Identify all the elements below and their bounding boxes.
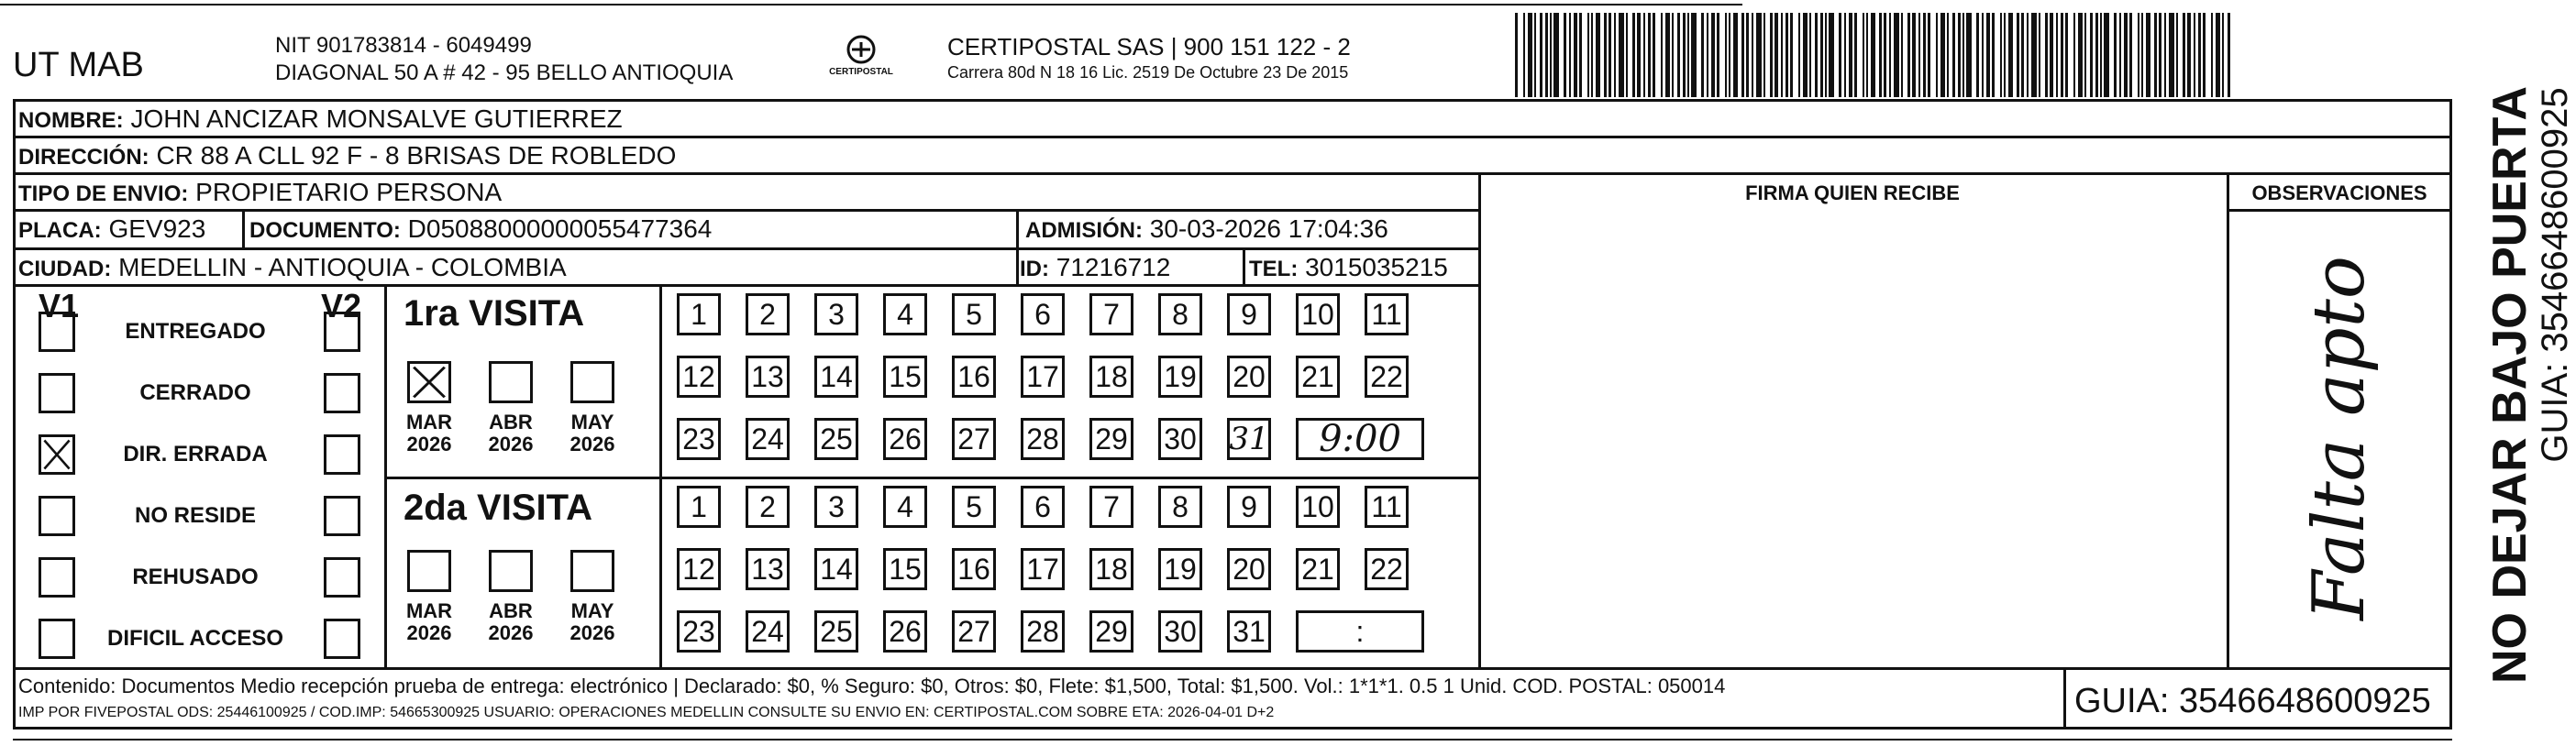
month-label: MAY bbox=[570, 411, 614, 433]
day-box[interactable]: 9 bbox=[1227, 293, 1271, 335]
documento-value: D05088000000055477364 bbox=[407, 214, 713, 243]
tipo-label: TIPO DE ENVIO: bbox=[18, 181, 189, 206]
top-rule bbox=[0, 4, 1742, 5]
bottom-rule bbox=[13, 739, 2452, 741]
visit2-title: 2da VISITA bbox=[404, 488, 592, 528]
col-line bbox=[384, 284, 387, 667]
observaciones-handwritten: Falta apto bbox=[2298, 256, 2381, 620]
day-box[interactable]: 2 bbox=[746, 293, 790, 335]
documento-label: DOCUMENTO: bbox=[249, 218, 401, 243]
day-box[interactable]: 21 bbox=[1296, 548, 1340, 590]
direccion-value: CR 88 A CLL 92 F - 8 BRISAS DE ROBLEDO bbox=[156, 141, 677, 170]
row-line bbox=[13, 209, 1478, 212]
day-box[interactable]: 30 bbox=[1158, 418, 1202, 460]
day-box[interactable]: 2 bbox=[746, 486, 790, 528]
day-box[interactable]: 6 bbox=[1021, 486, 1065, 528]
day-box[interactable]: 1 bbox=[677, 293, 721, 335]
day-box[interactable]: 6 bbox=[1021, 293, 1065, 335]
day-box[interactable]: 25 bbox=[814, 418, 858, 460]
status-label: DIFICIL ACCESO bbox=[106, 626, 283, 651]
time-handwritten: 9:00 bbox=[1296, 418, 1424, 460]
tipo-row bbox=[18, 180, 502, 205]
direccion-row bbox=[18, 143, 676, 169]
day-box[interactable]: 18 bbox=[1089, 356, 1133, 398]
tel-row bbox=[1249, 255, 1448, 280]
col-line bbox=[1478, 172, 1481, 667]
tipo-value: PROPIETARIO PERSONA bbox=[195, 178, 503, 206]
admision-value: 30-03-2026 17:04:36 bbox=[1149, 214, 1388, 243]
day-box[interactable]: 23 bbox=[677, 610, 721, 653]
month-checkbox[interactable] bbox=[489, 361, 533, 403]
time-field[interactable]: : bbox=[1296, 610, 1424, 653]
day-box[interactable]: 19 bbox=[1158, 356, 1202, 398]
year-label: 2026 bbox=[569, 621, 615, 644]
row-line bbox=[13, 247, 1478, 250]
v1-checkbox[interactable] bbox=[39, 619, 75, 659]
id-label: ID: bbox=[1020, 257, 1049, 281]
day-box[interactable]: 20 bbox=[1227, 356, 1271, 398]
year-label: 2026 bbox=[569, 433, 615, 455]
status-label: REHUSADO bbox=[132, 565, 259, 589]
status-label: CERRADO bbox=[139, 380, 251, 405]
day-box[interactable]: 14 bbox=[814, 356, 858, 398]
day-box[interactable]: 30 bbox=[1158, 610, 1202, 653]
certipostal-info: CERTIPOSTAL SAS | 900 151 122 - 2 bbox=[947, 33, 1351, 60]
day-box[interactable]: 10 bbox=[1296, 293, 1340, 335]
month-label: MAR bbox=[405, 599, 453, 622]
col-line bbox=[1243, 247, 1245, 284]
day-box[interactable]: 29 bbox=[1089, 610, 1133, 653]
day-box[interactable]: 3 bbox=[814, 293, 858, 335]
visit1-title: 1ra VISITA bbox=[404, 293, 585, 334]
row-line bbox=[13, 284, 1478, 287]
status-label: NO RESIDE bbox=[134, 503, 257, 528]
day-box[interactable]: 18 bbox=[1089, 548, 1133, 590]
admision-row bbox=[1025, 216, 1388, 242]
row-line bbox=[13, 667, 2452, 670]
id-row bbox=[1020, 255, 1170, 280]
id-value: 71216712 bbox=[1056, 253, 1171, 281]
day-box[interactable]: 25 bbox=[814, 610, 858, 653]
company-address: DIAGONAL 50 A # 42 - 95 BELLO ANTIOQUIA bbox=[275, 60, 734, 85]
row-line bbox=[384, 477, 1478, 479]
day-box[interactable]: 15 bbox=[883, 548, 927, 590]
observaciones-label: OBSERVACIONES bbox=[2251, 181, 2427, 204]
logo-text: CERTIPOSTAL bbox=[829, 67, 893, 77]
month-label: MAR bbox=[405, 411, 453, 433]
day-box[interactable]: 29 bbox=[1089, 418, 1133, 460]
day-box[interactable]: 3 bbox=[814, 486, 858, 528]
day-box[interactable]: 4 bbox=[883, 486, 927, 528]
v1-label: V1 bbox=[39, 287, 80, 324]
day-box[interactable]: 19 bbox=[1158, 548, 1202, 590]
col-line bbox=[1016, 209, 1019, 284]
footer-print-info: IMP POR FIVEPOSTAL ODS: 25446100925 / COD.IMP: 54665300925 USUARIO: OPERACIONES MEDELLIN CONSULTE SU ENVIO EN: CERTIPOSTAL.COM SOBRE ETA: 2026-04-01 D+2 bbox=[18, 705, 1275, 720]
tel-label: TEL: bbox=[1249, 257, 1299, 281]
row-line bbox=[13, 172, 2452, 175]
day-box[interactable]: 20 bbox=[1227, 548, 1271, 590]
footer-guia: GUIA: 3546648600925 bbox=[2074, 682, 2431, 720]
v1-checkbox[interactable] bbox=[39, 373, 75, 413]
day-box[interactable]: 8 bbox=[1158, 486, 1202, 528]
day-box[interactable]: 28 bbox=[1021, 418, 1065, 460]
day-box-marked[interactable]: 31 bbox=[1227, 418, 1271, 460]
month-checkbox[interactable] bbox=[570, 550, 614, 592]
day-box[interactable]: 22 bbox=[1365, 356, 1409, 398]
tel-value: 3015035215 bbox=[1305, 253, 1448, 281]
company-nit: NIT 901783814 - 6049499 bbox=[275, 33, 532, 58]
year-label: 2026 bbox=[488, 433, 534, 455]
day-box[interactable]: 23 bbox=[677, 418, 721, 460]
day-box[interactable]: 13 bbox=[746, 356, 790, 398]
nombre-label: NOMBRE: bbox=[18, 108, 124, 133]
day-box[interactable]: 11 bbox=[1365, 486, 1409, 528]
year-label: 2026 bbox=[406, 621, 452, 644]
month-checkbox[interactable] bbox=[407, 361, 451, 403]
day-box[interactable]: 12 bbox=[677, 356, 721, 398]
day-box[interactable]: 17 bbox=[1021, 548, 1065, 590]
firma-label: FIRMA QUIEN RECIBE bbox=[1745, 181, 1960, 204]
row-line bbox=[13, 136, 2452, 138]
footer-content: Contenido: Documentos Medio recepción prueba de entrega: electrónico | Declarado: $0, % Seguro: $0, Otros: $0, Flete: $1,500, Total: $1,500. Vol.: 1*1*1. 0.5 1 Unid. COD. POSTAL: 050014 bbox=[18, 675, 1726, 697]
v1-checkbox[interactable] bbox=[39, 312, 75, 352]
barcode bbox=[1515, 13, 2232, 97]
day-box[interactable]: 21 bbox=[1296, 356, 1340, 398]
nombre-value: JOHN ANCIZAR MONSALVE GUTIERREZ bbox=[130, 104, 623, 133]
day-box[interactable]: 28 bbox=[1021, 610, 1065, 653]
ciudad-value: MEDELLIN - ANTIOQUIA - COLOMBIA bbox=[118, 253, 567, 281]
day-box[interactable]: 15 bbox=[883, 356, 927, 398]
v2-checkbox[interactable] bbox=[324, 557, 360, 598]
month-label: MAY bbox=[570, 599, 614, 622]
month-checkbox[interactable] bbox=[407, 550, 451, 592]
direccion-label: DIRECCIÓN: bbox=[18, 145, 149, 170]
day-box[interactable]: 11 bbox=[1365, 293, 1409, 335]
day-box[interactable]: 7 bbox=[1089, 486, 1133, 528]
observaciones-area bbox=[2227, 209, 2452, 667]
month-label: ABR bbox=[489, 411, 533, 433]
day-box[interactable]: 7 bbox=[1089, 293, 1133, 335]
col-line bbox=[242, 209, 245, 247]
certipostal-license: Carrera 80d N 18 16 Lic. 2519 De Octubre 23 De 2015 bbox=[947, 63, 1349, 82]
day-box[interactable]: 26 bbox=[883, 418, 927, 460]
day-box[interactable]: 10 bbox=[1296, 486, 1340, 528]
day-box[interactable]: 24 bbox=[746, 610, 790, 653]
col-line bbox=[659, 284, 662, 667]
v1-checkbox[interactable] bbox=[39, 496, 75, 536]
year-label: 2026 bbox=[406, 433, 452, 455]
month-checkbox[interactable] bbox=[489, 550, 533, 592]
placa-row bbox=[18, 216, 205, 242]
v2-checkbox[interactable] bbox=[324, 434, 360, 475]
day-box[interactable]: 13 bbox=[746, 548, 790, 590]
ciudad-label: CIUDAD: bbox=[18, 257, 112, 281]
side-guia: GUIA: 3546648600925 bbox=[2535, 87, 2575, 463]
company-name: UT MAB bbox=[13, 46, 144, 84]
placa-value: GEV923 bbox=[108, 214, 206, 243]
day-box[interactable]: 24 bbox=[746, 418, 790, 460]
documento-row bbox=[249, 216, 712, 242]
day-box[interactable]: 27 bbox=[952, 418, 996, 460]
day-box[interactable]: 4 bbox=[883, 293, 927, 335]
day-box[interactable]: 16 bbox=[952, 548, 996, 590]
day-box[interactable]: 27 bbox=[952, 610, 996, 653]
day-box[interactable]: 8 bbox=[1158, 293, 1202, 335]
v1-checkbox[interactable] bbox=[39, 557, 75, 598]
v2-checkbox[interactable] bbox=[324, 312, 360, 352]
day-box[interactable]: 16 bbox=[952, 356, 996, 398]
nombre-row bbox=[18, 106, 623, 132]
month-label: ABR bbox=[489, 599, 533, 622]
day-box[interactable]: 12 bbox=[677, 548, 721, 590]
day-box[interactable]: 22 bbox=[1365, 548, 1409, 590]
day-box[interactable]: 5 bbox=[952, 486, 996, 528]
placa-label: PLACA: bbox=[18, 218, 102, 243]
admision-label: ADMISIÓN: bbox=[1025, 218, 1143, 243]
day-box[interactable]: 17 bbox=[1021, 356, 1065, 398]
month-checkbox[interactable] bbox=[570, 361, 614, 403]
day-box[interactable]: 31 bbox=[1227, 610, 1271, 653]
v2-checkbox[interactable] bbox=[324, 619, 360, 659]
col-line bbox=[2063, 667, 2066, 730]
v2-label: V2 bbox=[321, 287, 362, 324]
year-label: 2026 bbox=[488, 621, 534, 644]
status-label: DIR. ERRADA bbox=[123, 442, 268, 466]
day-box[interactable]: 26 bbox=[883, 610, 927, 653]
certipostal-logo bbox=[822, 33, 901, 84]
side-warning: NO DEJAR BAJO PUERTA bbox=[2483, 85, 2537, 685]
day-box[interactable]: 5 bbox=[952, 293, 996, 335]
day-box[interactable]: 14 bbox=[814, 548, 858, 590]
day-box[interactable]: 1 bbox=[677, 486, 721, 528]
v1-checkbox[interactable] bbox=[39, 434, 75, 475]
status-label: ENTREGADO bbox=[125, 319, 266, 344]
ciudad-row bbox=[18, 255, 567, 280]
v2-checkbox[interactable] bbox=[324, 496, 360, 536]
v2-checkbox[interactable] bbox=[324, 373, 360, 413]
day-box[interactable]: 9 bbox=[1227, 486, 1271, 528]
